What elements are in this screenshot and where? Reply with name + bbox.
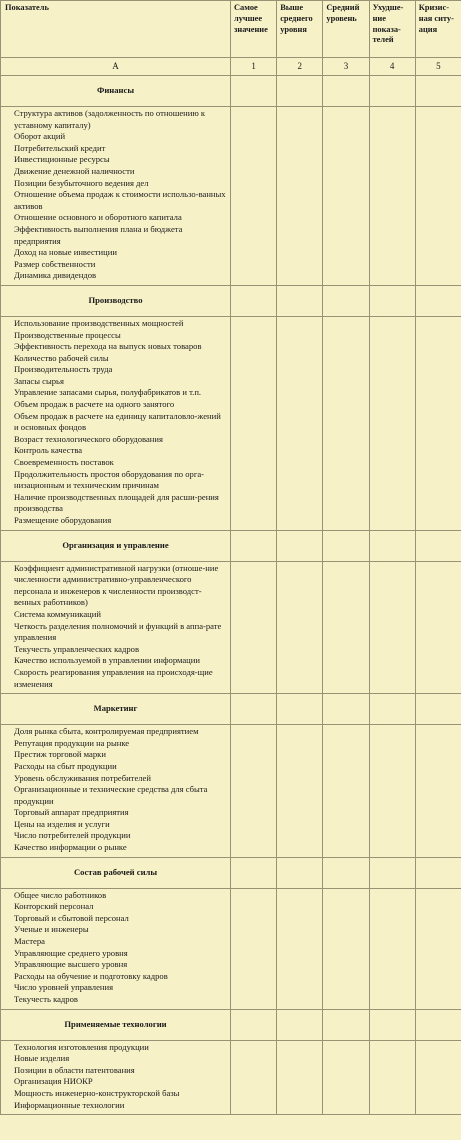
indicator-item: Динамика дивидендов [14, 270, 97, 281]
rating-cell [231, 316, 277, 530]
indicator-item: Своевременность поставок [14, 457, 114, 468]
rating-cell [277, 76, 323, 107]
indicator-item: Позиции в области патентования [14, 1064, 135, 1075]
column-number: А [1, 58, 231, 76]
rating-cell [231, 888, 277, 1009]
section-items-row [1, 888, 461, 1009]
indicator-item: Торговый и сбытовой персонал [14, 912, 129, 923]
rating-cell [277, 285, 323, 316]
section-items-row [1, 316, 461, 530]
rating-cell [323, 530, 369, 561]
section-header-row [1, 530, 461, 561]
indicator-item: Продолжительность простоя оборудования по орга-низационным и техническим причинам [14, 468, 205, 491]
rating-cell [369, 316, 415, 530]
indicator-item: Объем продаж в расчете на одного занятого [14, 399, 175, 410]
rating-cell [231, 1040, 277, 1115]
indicator-item: Общее число работников [14, 889, 107, 900]
rating-cell [415, 316, 461, 530]
column-number: 1 [231, 58, 277, 76]
column-number: 5 [415, 58, 461, 76]
rating-cell [415, 561, 461, 694]
indicator-item: Объем продаж в расчете на единицу капиталовло-жений и основных фондов [14, 410, 221, 433]
rating-cell [323, 285, 369, 316]
indicator-list [1, 888, 231, 1009]
rating-cell [323, 561, 369, 694]
section-title: Маркетинг [1, 694, 231, 725]
indicator-item: Управление запасами сырья, полуфабрикатов и т.п. [14, 387, 202, 398]
indicator-list [1, 1040, 231, 1115]
indicator-item: Позиции безубыточного ведения дел [14, 177, 149, 188]
indicator-item: Управляющие высшего уровня [14, 959, 128, 970]
indicator-item: Эффективность перехода на выпуск новых товаров [14, 341, 202, 352]
rating-cell [323, 857, 369, 888]
indicator-item: Размещение оборудования [14, 515, 112, 525]
rating-cell [415, 285, 461, 316]
indicator-item: Уровень обслуживания потребителей [14, 772, 151, 783]
rating-cell [231, 857, 277, 888]
rating-cell [369, 107, 415, 286]
indicator-item: Торговый аппарат предприятия [14, 807, 129, 818]
rating-cell [231, 530, 277, 561]
section-header-row [1, 694, 461, 725]
indicator-item: Использование производственных мощностей [14, 317, 184, 328]
rating-cell [277, 107, 323, 286]
rating-cell [231, 725, 277, 858]
header-col-3: Средний уровень [323, 1, 369, 58]
indicator-item: Управляющие среднего уровня [14, 947, 128, 958]
header-indicator: Показатель [1, 1, 231, 58]
rating-cell [369, 1040, 415, 1115]
section-items-row [1, 107, 461, 286]
section-header-row [1, 1009, 461, 1040]
indicator-item: Технология изготовления продукции [14, 1041, 149, 1052]
header-col-5: Кризис-ная ситу-ация [415, 1, 461, 58]
indicator-item: Потребительский кредит [14, 142, 106, 153]
indicator-item: Число потребителей продукции [14, 830, 131, 841]
indicator-item: Ученые и инженеры [14, 924, 89, 935]
rating-cell [231, 107, 277, 286]
indicator-item: Мастера [14, 936, 45, 947]
indicator-item: Отношение объема продаж к стоимости использо-ванных активов [14, 189, 226, 211]
rating-cell [231, 1009, 277, 1040]
section-title: Организация и управление [1, 530, 231, 561]
indicator-item: Качество используемой в управлении информации [14, 655, 200, 666]
rating-cell [415, 1040, 461, 1115]
section-header-row [1, 857, 461, 888]
rating-cell [231, 76, 277, 107]
indicator-item: Размер собственности [14, 258, 96, 269]
rating-cell [323, 76, 369, 107]
indicator-item: Четкость разделения полномочий и функций в аппа-рате управления [14, 620, 222, 643]
rating-cell [415, 725, 461, 858]
indicator-item: Мощность инженерно-конструкторской базы [14, 1087, 180, 1098]
indicator-item: Контроль качества [14, 445, 83, 456]
indicator-list [1, 725, 231, 858]
rating-cell [369, 694, 415, 725]
section-title: Финансы [1, 76, 231, 107]
indicator-item: Производственные процессы [14, 329, 121, 340]
rating-cell [231, 285, 277, 316]
rating-cell [323, 107, 369, 286]
indicator-item: Количество рабочей силы [14, 352, 109, 363]
rating-cell [415, 694, 461, 725]
rating-cell [323, 316, 369, 530]
indicator-item: Информационные технологии [14, 1099, 125, 1110]
rating-cell [323, 1040, 369, 1115]
rating-cell [277, 316, 323, 530]
indicator-item: Текучесть управленческих кадров [14, 643, 139, 654]
rating-cell [277, 1009, 323, 1040]
indicator-item: Движение денежной наличности [14, 165, 135, 176]
rating-cell [369, 1009, 415, 1040]
indicator-item: Текучесть кадров [14, 994, 78, 1004]
indicator-item: Производительность труда [14, 364, 113, 375]
section-title: Применяемые технологии [1, 1009, 231, 1040]
rating-cell [323, 1009, 369, 1040]
rating-cell [415, 1009, 461, 1040]
indicator-item: Система коммуникаций [14, 608, 101, 619]
section-title: Производство [1, 285, 231, 316]
indicator-item: Эффективность выполнения плана и бюджета предприятия [14, 223, 183, 246]
rating-cell [369, 725, 415, 858]
indicator-item: Новые изделия [14, 1053, 70, 1064]
indicator-list [1, 561, 231, 694]
indicator-item: Престиж торговой марки [14, 749, 106, 760]
table-body [1, 76, 461, 1115]
indicator-list [1, 316, 231, 530]
numbering-row [1, 58, 461, 76]
indicator-item: Репутация продукции на рынке [14, 737, 130, 748]
indicator-item: Коэффициент административной нагрузки (отноше-ние численности административно-управленческого персонала и инженеров к численности производст-венных работников) [14, 562, 219, 608]
rating-cell [277, 561, 323, 694]
rating-cell [415, 888, 461, 1009]
header-col-1: Самое лучшее значение [231, 1, 277, 58]
header-row [1, 1, 461, 58]
rating-cell [369, 76, 415, 107]
rating-cell [415, 857, 461, 888]
indicator-item: Качество информации о рынке [14, 842, 127, 853]
indicator-item: Возраст технологического оборудования [14, 433, 163, 444]
indicator-item: Наличие производственных площадей для расши-рения производства [14, 491, 219, 514]
rating-cell [415, 530, 461, 561]
rating-cell [231, 561, 277, 694]
indicator-item: Скорость реагирования управления на происходя-щие изменения [14, 666, 213, 689]
indicator-item: Отношение основного и оборотного капитала [14, 212, 182, 223]
column-number: 4 [369, 58, 415, 76]
section-header-row [1, 285, 461, 316]
indicator-item: Инвестиционные ресурсы [14, 154, 110, 165]
rating-cell [369, 285, 415, 316]
section-items-row [1, 725, 461, 858]
column-number: 2 [277, 58, 323, 76]
header-col-4: Ухудше-ние показа-телей [369, 1, 415, 58]
column-number: 3 [323, 58, 369, 76]
indicator-item: Цены на изделия и услуги [14, 818, 110, 829]
rating-cell [369, 888, 415, 1009]
section-items-row [1, 1040, 461, 1115]
rating-cell [415, 76, 461, 107]
indicator-item: Организационные и технические средства для сбыта продукции [14, 784, 208, 806]
rating-cell [369, 530, 415, 561]
rating-cell [369, 561, 415, 694]
indicator-item: Запасы сырья [14, 375, 64, 386]
indicator-item: Число уровней управления [14, 982, 114, 993]
rating-cell [231, 694, 277, 725]
section-header-row [1, 76, 461, 107]
rating-cell [277, 694, 323, 725]
indicator-item: Доля рынка сбыта, контролируемая предприятием [14, 726, 199, 737]
indicator-item: Конторский персонал [14, 901, 94, 912]
indicator-list [1, 107, 231, 286]
indicator-item: Оборот акций [14, 131, 66, 142]
rating-cell [369, 857, 415, 888]
rating-cell [277, 530, 323, 561]
header-col-2: Выше среднего уровня [277, 1, 323, 58]
rating-cell [277, 888, 323, 1009]
indicator-item: Расходы на обучение и подготовку кадров [14, 970, 168, 981]
indicator-item: Расходы на сбыт продукции [14, 760, 117, 771]
indicator-item: Структура активов (задолженность по отношению к уставному капиталу) [14, 108, 206, 130]
rating-cell [323, 725, 369, 858]
indicator-item: Доход на новые инвестиции [14, 247, 117, 258]
rating-cell [277, 1040, 323, 1115]
rating-cell [323, 888, 369, 1009]
indicator-item: Организация НИОКР [14, 1076, 93, 1087]
section-items-row [1, 561, 461, 694]
rating-cell [277, 725, 323, 858]
section-title: Состав рабочей силы [1, 857, 231, 888]
rating-cell [323, 694, 369, 725]
rating-cell [415, 107, 461, 286]
rating-cell [277, 857, 323, 888]
